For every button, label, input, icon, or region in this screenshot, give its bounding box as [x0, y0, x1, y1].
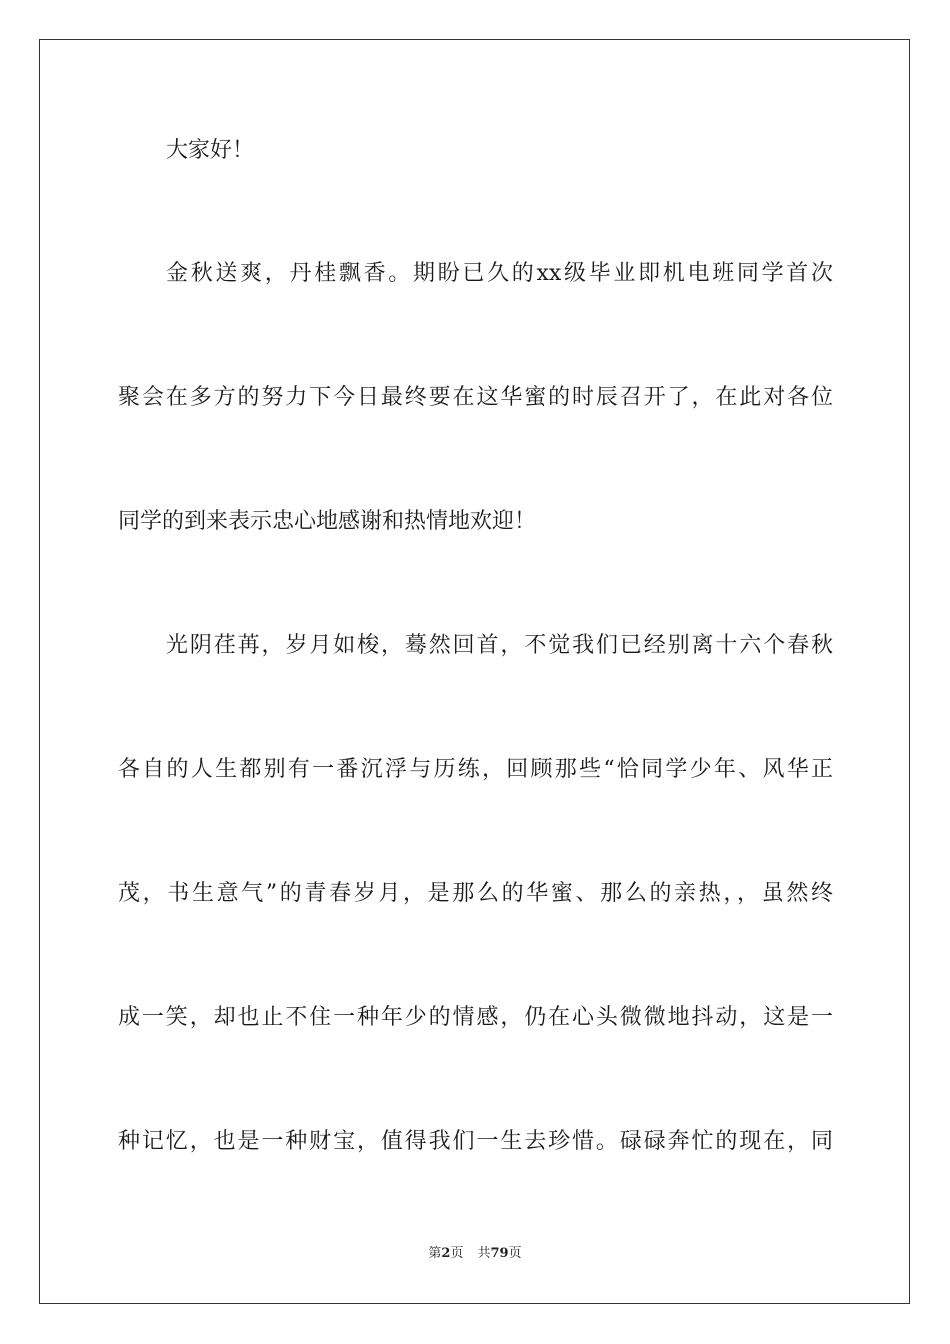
paragraph-line: 同学的到来表示忠心地感谢和热情地欢迎！: [118, 509, 537, 534]
paragraph-line: 金秋送爽，丹桂飘香。期盼已久的xx级毕业即机电班同学首次: [166, 261, 833, 286]
total-suffix: 页: [508, 1246, 522, 1261]
paragraph-line: 成一笑，却也止不住一种年少的情感，仍在心头微微地抖动，这是一: [118, 1005, 833, 1030]
paragraph-line: 种记忆，也是一种财宝，值得我们一生去珍惜。碌碌奔忙的现在，同: [118, 1129, 833, 1154]
page-number: 2: [441, 1246, 451, 1261]
page-frame: [39, 39, 910, 1304]
page-suffix: 页: [450, 1246, 464, 1261]
paragraph-line: 光阴荏苒，岁月如梭，蓦然回首，不觉我们已经别离十六个春秋: [166, 633, 833, 658]
total-pages: 79: [490, 1246, 509, 1261]
total-prefix: 共: [477, 1246, 491, 1261]
page-footer: [0, 1245, 950, 1263]
page-prefix: 第: [428, 1246, 442, 1261]
paragraph-line: 茂，书生意气”的青春岁月，是那么的华蜜、那么的亲热，，虽然终: [118, 881, 833, 906]
paragraph-line: 各自的人生都别有一番沉浮与历练，回顾那些“恰同学少年、风华正: [118, 757, 833, 782]
greeting-line: 大家好！: [166, 138, 255, 163]
paragraph-line: 聚会在多方的努力下今日最终要在这华蜜的时辰召开了，在此对各位: [118, 385, 833, 410]
